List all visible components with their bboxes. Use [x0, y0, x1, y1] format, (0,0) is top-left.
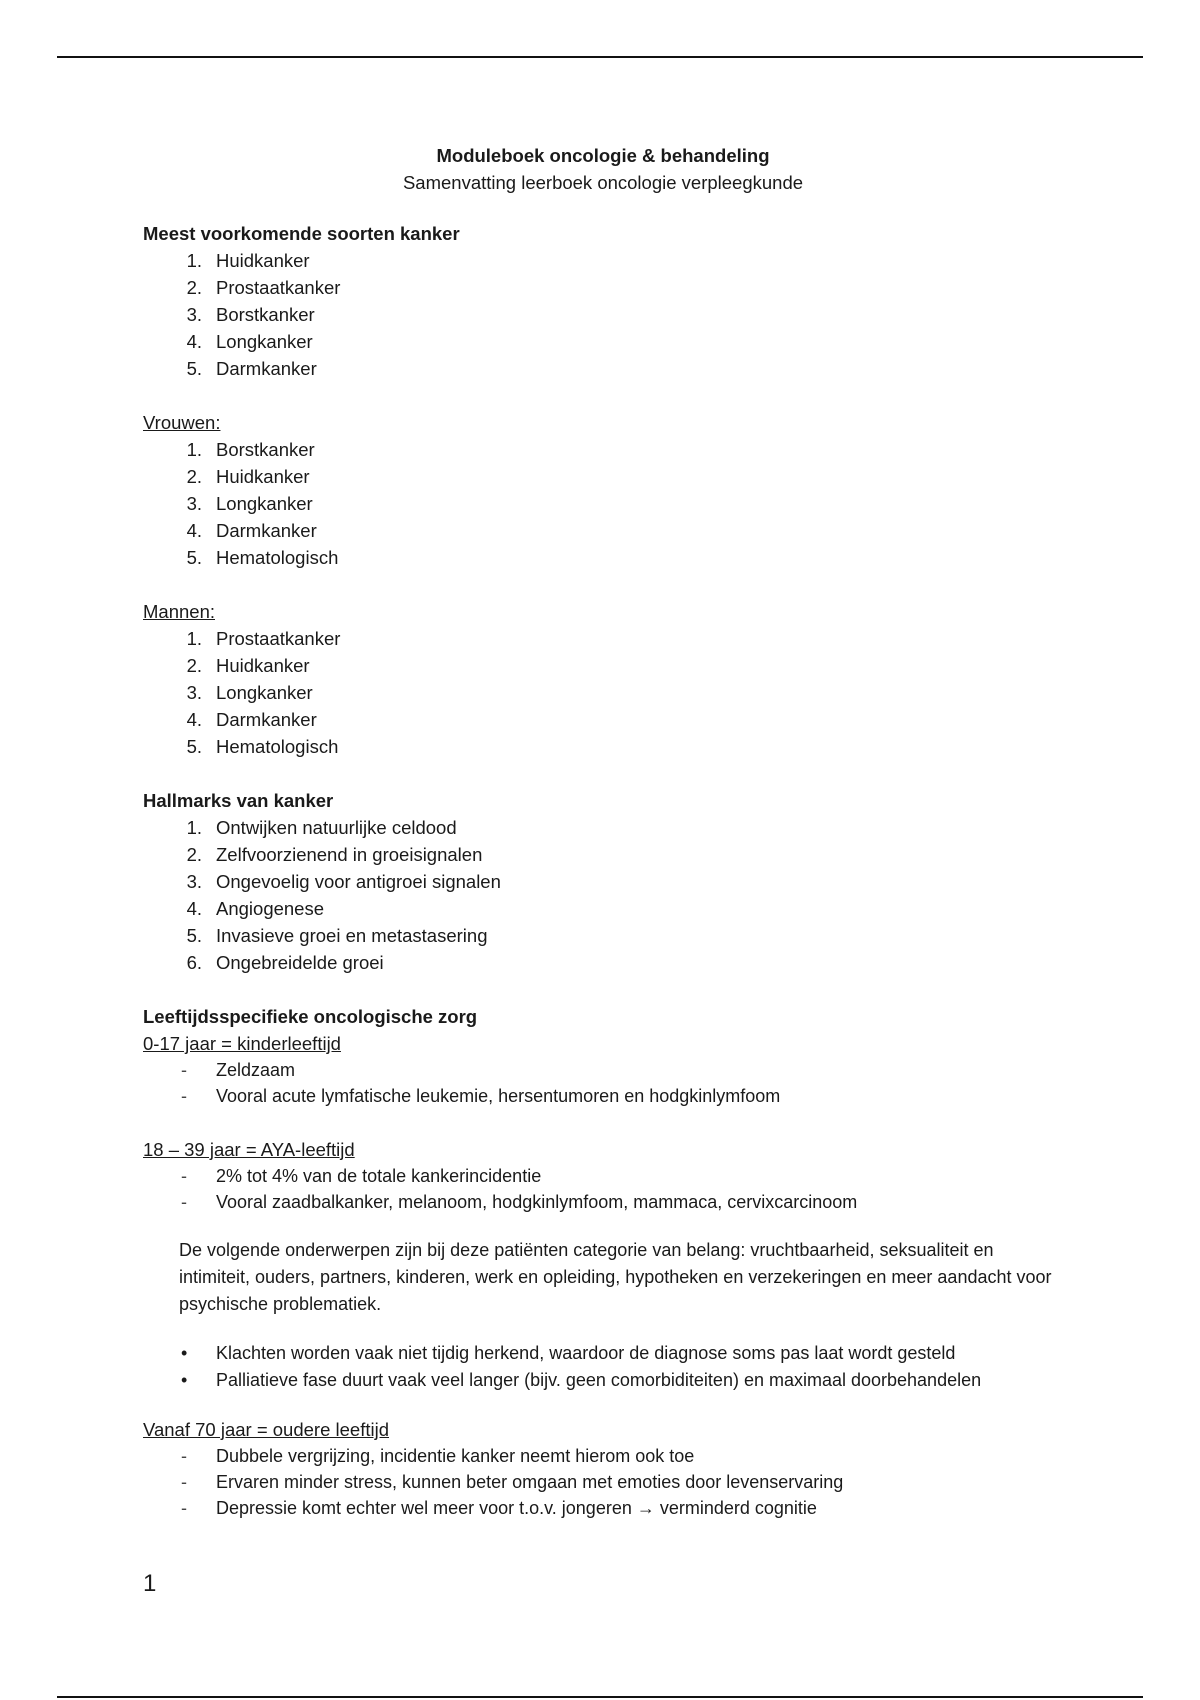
- numbered-list: [143, 247, 1063, 382]
- dash-list: [143, 1163, 1063, 1215]
- list-item: 2. Prostaatkanker: [186, 277, 341, 298]
- list-item: 2. Huidkanker: [186, 655, 310, 676]
- list-item: 3. Borstkanker: [186, 304, 315, 325]
- list-item: 6. Ongebreidelde groei: [186, 952, 384, 973]
- list-item: - Vooral acute lymfatische leukemie, hersentumoren en hodgkinlymfoom: [181, 1086, 781, 1106]
- list-item: • Palliatieve fase duurt vaak veel langer (bijv. geen comorbiditeiten) en maximaal doorbehandelen: [181, 1370, 982, 1390]
- section-hallmarks: [143, 787, 1063, 976]
- numbered-list: [143, 436, 1063, 571]
- list-item: - Vooral zaadbalkanker, melanoom, hodgkinlymfoom, mammaca, cervixcarcinoom: [181, 1192, 858, 1212]
- section-label: Mannen:: [143, 601, 215, 622]
- header-rule: [57, 56, 1143, 58]
- list-item: 3. Longkanker: [186, 682, 313, 703]
- list-item: 4. Darmkanker: [186, 520, 317, 541]
- list-item: 4. Darmkanker: [186, 709, 317, 730]
- document-title: Moduleboek oncologie & behandeling: [436, 145, 770, 166]
- numbered-list: [143, 625, 1063, 760]
- dash-list: [143, 1057, 1063, 1109]
- list-item: - Ervaren minder stress, kunnen beter omgaan met emoties door levenservaring: [181, 1472, 844, 1492]
- document-page: [143, 142, 1063, 1521]
- section-label: 0-17 jaar = kinderleeftijd: [143, 1033, 341, 1054]
- subsection-children: [143, 1030, 1063, 1109]
- paragraph: De volgende onderwerpen zijn bij deze patiënten categorie van belang: vruchtbaarheid, seksualiteit en intimiteit, ouders, partners, kinderen, werk en opleiding, hypotheken en verzekeringen en meer aandacht voor psychische problematiek.: [179, 1240, 1052, 1314]
- section-label: Vanaf 70 jaar = oudere leeftijd: [143, 1419, 389, 1440]
- section-men: [143, 598, 1063, 760]
- list-item: 1. Ontwijken natuurlijke celdood: [186, 817, 457, 838]
- section-heading: Meest voorkomende soorten kanker: [143, 223, 460, 244]
- subsection-aya: [143, 1136, 1063, 1394]
- list-item: - Zeldzaam: [181, 1060, 296, 1080]
- list-item: - Depressie komt echter wel meer voor t.o.v. jongeren → verminderd cognitie: [181, 1498, 817, 1518]
- section-common-cancers: [143, 220, 1063, 382]
- section-heading: Hallmarks van kanker: [143, 790, 334, 811]
- page-number: 1: [143, 1570, 157, 1597]
- subsection-elderly: [143, 1416, 1063, 1521]
- list-item: 4. Angiogenese: [186, 898, 325, 919]
- section-label: 18 – 39 jaar = AYA-leeftijd: [143, 1139, 355, 1160]
- list-item: 5. Invasieve groei en metastasering: [186, 925, 488, 946]
- list-item: 5. Hematologisch: [186, 736, 339, 757]
- list-item: 3. Longkanker: [186, 493, 313, 514]
- list-item: - 2% tot 4% van de totale kankerincidentie: [181, 1166, 542, 1186]
- list-item: 5. Darmkanker: [186, 358, 317, 379]
- list-item: 4. Longkanker: [186, 331, 313, 352]
- list-item: 1. Prostaatkanker: [186, 628, 341, 649]
- list-item: 2. Zelfvoorzienend in groeisignalen: [186, 844, 483, 865]
- list-item: 1. Huidkanker: [186, 250, 310, 271]
- dash-list: [143, 1443, 1063, 1521]
- bullet-list: [143, 1340, 1063, 1394]
- numbered-list: [143, 814, 1063, 976]
- list-item: 2. Huidkanker: [186, 466, 310, 487]
- list-item: 3. Ongevoelig voor antigroei signalen: [186, 871, 501, 892]
- list-item: 1. Borstkanker: [186, 439, 315, 460]
- section-label: Vrouwen:: [143, 412, 221, 433]
- footer-rule: [57, 1696, 1143, 1698]
- list-item: 5. Hematologisch: [186, 547, 339, 568]
- section-women: [143, 409, 1063, 571]
- section-age-care: [143, 1003, 1063, 1521]
- document-subtitle: Samenvatting leerboek oncologie verpleegkunde: [402, 172, 804, 193]
- section-heading: Leeftijdsspecifieke oncologische zorg: [143, 1006, 478, 1027]
- list-item: - Dubbele vergrijzing, incidentie kanker neemt hierom ook toe: [181, 1446, 695, 1466]
- list-item: • Klachten worden vaak niet tijdig herkend, waardoor de diagnose soms pas laat wordt gesteld: [181, 1343, 956, 1363]
